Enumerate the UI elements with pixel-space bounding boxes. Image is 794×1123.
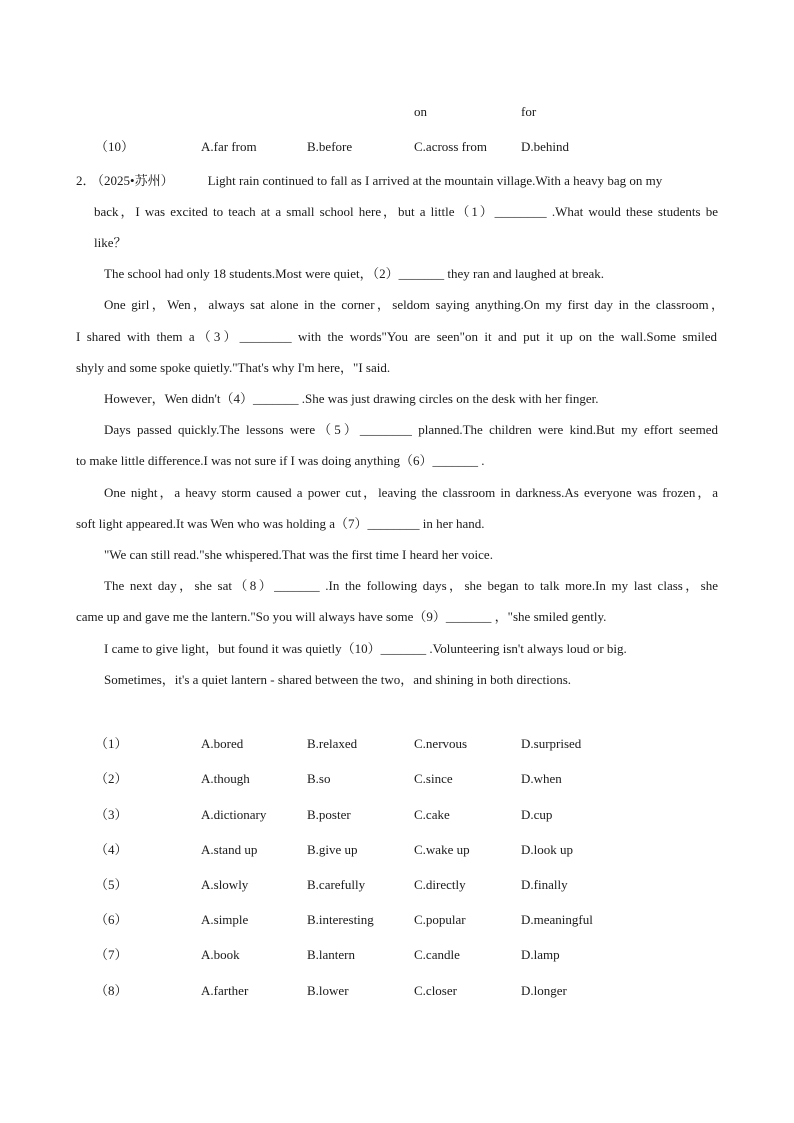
option-c: C.wake up bbox=[414, 842, 470, 857]
option-number: （6） bbox=[95, 912, 128, 927]
option-number: （3） bbox=[95, 807, 128, 822]
option-d: D.cup bbox=[521, 807, 553, 822]
option-d: D.finally bbox=[521, 877, 568, 892]
passage-line-11: One night，a heavy storm caused a power cut，leaving the classroom in darkness.As everyone was frozen，a bbox=[104, 485, 718, 500]
option-c-overflow: on bbox=[414, 104, 427, 119]
option-a: A.though bbox=[201, 771, 250, 786]
previous-option-row-10 bbox=[0, 137, 794, 157]
passage-line-14: The next day，she sat（8）_______ .In the following days，she began to talk more.In my last class，she bbox=[104, 578, 718, 593]
passage-line-10: to make little difference.I was not sure if I was doing anything（6）_______ . bbox=[76, 453, 485, 468]
option-number: （1） bbox=[95, 736, 128, 751]
option-row-5 bbox=[0, 875, 794, 895]
option-a: A.far from bbox=[201, 139, 257, 154]
option-b: B.poster bbox=[307, 807, 351, 822]
passage-line-1: Light rain continued to fall as I arrived at the mountain village.With a heavy bag on my bbox=[207, 173, 663, 188]
option-number: （2） bbox=[95, 771, 128, 786]
passage-line-6: I shared with them a（3）________ with the words"You are seen"on it and put it up on the wall.Some smiled bbox=[76, 329, 717, 344]
passage-line-5: One girl，Wen，always sat alone in the corner，seldom saying anything.On my first day in the classroom， bbox=[104, 297, 724, 312]
option-number: （8） bbox=[95, 983, 128, 998]
option-row-7 bbox=[0, 945, 794, 965]
option-b: B.lower bbox=[307, 983, 349, 998]
option-a: A.slowly bbox=[201, 877, 249, 892]
passage-line-2: back，I was excited to teach at a small school here，but a little（1）________ .What would these students be bbox=[94, 204, 718, 219]
passage-line-8: However，Wen didn't（4）_______ .She was just drawing circles on the desk with her finger. bbox=[104, 391, 599, 406]
option-d-overflow: for bbox=[521, 104, 537, 119]
option-number: （4） bbox=[95, 842, 128, 857]
option-c: C.nervous bbox=[414, 736, 468, 751]
option-c: C.candle bbox=[414, 947, 460, 962]
option-row-2 bbox=[0, 769, 794, 789]
option-a: A.book bbox=[201, 947, 240, 962]
option-d: D.longer bbox=[521, 983, 567, 998]
option-b: B.before bbox=[307, 139, 353, 154]
option-c: C.directly bbox=[414, 877, 466, 892]
option-row-8 bbox=[0, 981, 794, 1001]
option-row-4 bbox=[0, 840, 794, 860]
option-c: C.cake bbox=[414, 807, 450, 822]
option-b: B.carefully bbox=[307, 877, 366, 892]
question-source: （2025•苏州） bbox=[97, 173, 174, 188]
passage-line-13: "We can still read."she whispered.That was the first time I heard her voice. bbox=[104, 547, 493, 562]
question-number: 2． bbox=[76, 173, 96, 188]
option-d: D.behind bbox=[521, 139, 570, 154]
option-d: D.surprised bbox=[521, 736, 582, 751]
option-c: C.since bbox=[414, 771, 453, 786]
option-row-3 bbox=[0, 805, 794, 825]
passage-line-16: I came to give light，but found it was quietly（10）_______ .Volunteering isn't always loud or big. bbox=[104, 641, 627, 656]
option-b: B.give up bbox=[307, 842, 358, 857]
option-d: D.look up bbox=[521, 842, 573, 857]
option-number: （5） bbox=[95, 877, 128, 892]
option-a: A.simple bbox=[201, 912, 249, 927]
passage-line-15: came up and gave me the lantern."So you will always have some（9）_______ ，"she smiled gently. bbox=[76, 609, 607, 624]
option-row-1 bbox=[0, 734, 794, 754]
option-d: D.when bbox=[521, 771, 562, 786]
option-a: A.bored bbox=[201, 736, 244, 751]
option-a: A.stand up bbox=[201, 842, 258, 857]
passage-line-9: Days passed quickly.The lessons were（5）________ planned.The children were kind.But my effort seemed bbox=[104, 422, 718, 437]
option-b: B.lantern bbox=[307, 947, 356, 962]
option-c: C.popular bbox=[414, 912, 466, 927]
question-header bbox=[76, 171, 726, 191]
option-b: B.so bbox=[307, 771, 331, 786]
passage-line-3: like？ bbox=[94, 235, 127, 250]
passage-line-17: Sometimes，it's a quiet lantern - shared between the two，and shining in both directions. bbox=[104, 672, 571, 687]
passage-line-12: soft light appeared.It was Wen who was holding a（7）________ in her hand. bbox=[76, 516, 485, 531]
option-d: D.lamp bbox=[521, 947, 560, 962]
option-d: D.meaningful bbox=[521, 912, 593, 927]
option-number: （7） bbox=[95, 947, 128, 962]
option-b: B.relaxed bbox=[307, 736, 358, 751]
passage-line-4: The school had only 18 students.Most were quiet，（2）_______ they ran and laughed at break. bbox=[104, 266, 605, 281]
option-a: A.dictionary bbox=[201, 807, 267, 822]
option-row-6 bbox=[0, 910, 794, 930]
option-a: A.farther bbox=[201, 983, 249, 998]
option-c: C.across from bbox=[414, 139, 487, 154]
option-c: C.closer bbox=[414, 983, 457, 998]
passage-line-7: shyly and some spoke quietly."That's why I'm here，"I said. bbox=[76, 360, 391, 375]
previous-options-overflow bbox=[0, 102, 794, 122]
option-b: B.interesting bbox=[307, 912, 374, 927]
option-number: （10） bbox=[95, 139, 135, 154]
